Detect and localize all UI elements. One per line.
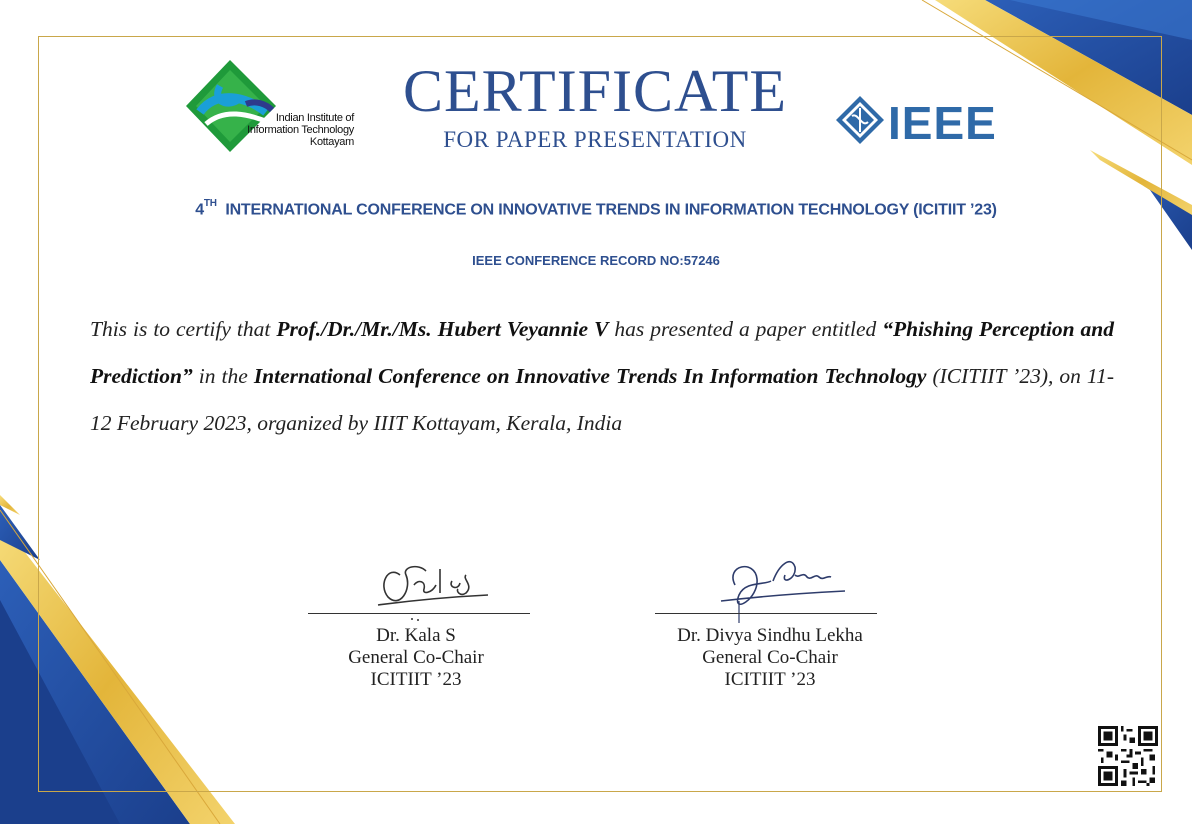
conference-record: IEEE CONFERENCE RECORD NO:57246: [472, 253, 720, 268]
certificate-subtitle: FOR PAPER PRESENTATION: [443, 127, 747, 152]
signature-line: [655, 613, 877, 614]
signatory-name: Dr. Kala S: [376, 625, 456, 646]
qr-code-icon: [1098, 726, 1158, 786]
certificate-statement: [90, 306, 1114, 447]
statement-text: has presented a paper entitled: [608, 317, 883, 341]
statement-text: (ICITIIT ’23), on 11-12 February 2023, organized by IIIT Kottayam, Kerala, India: [90, 364, 1114, 435]
institute-line: Information Technology: [247, 124, 354, 136]
conference-ordinal: 4: [195, 201, 204, 219]
statement-text: This is to certify that: [90, 317, 277, 341]
institute-line: Indian Institute of: [275, 112, 354, 124]
signatory-event: ICITIIT ’23: [370, 669, 462, 690]
conference-name: INTERNATIONAL CONFERENCE ON INNOVATIVE TRENDS IN INFORMATION TECHNOLOGY (ICITIIT ’23): [225, 201, 997, 219]
signatory-name: Dr. Divya Sindhu Lekha: [677, 625, 863, 646]
conference-full-name: International Conference on Innovative Trends In Information Technology: [253, 364, 927, 388]
conference-ordinal-suffix: TH: [203, 198, 217, 209]
institute-line: Kottayam: [309, 136, 354, 148]
ieee-wordmark: IEEE: [888, 97, 997, 149]
conference-heading: [130, 200, 1062, 219]
signatory-role: General Co-Chair: [702, 647, 838, 668]
statement-text: in the: [192, 364, 254, 388]
signature-line: [308, 613, 530, 614]
signatory-role: General Co-Chair: [348, 647, 484, 668]
certificate-title: CERTIFICATE: [402, 58, 788, 124]
paper-title: “Phishing Perception and Prediction”: [90, 317, 1114, 388]
recipient-name: Prof./Dr./Mr./Ms. Hubert Veyannie V: [276, 317, 609, 341]
institute-name: [238, 112, 354, 148]
signatory-event: ICITIIT ’23: [724, 669, 816, 690]
